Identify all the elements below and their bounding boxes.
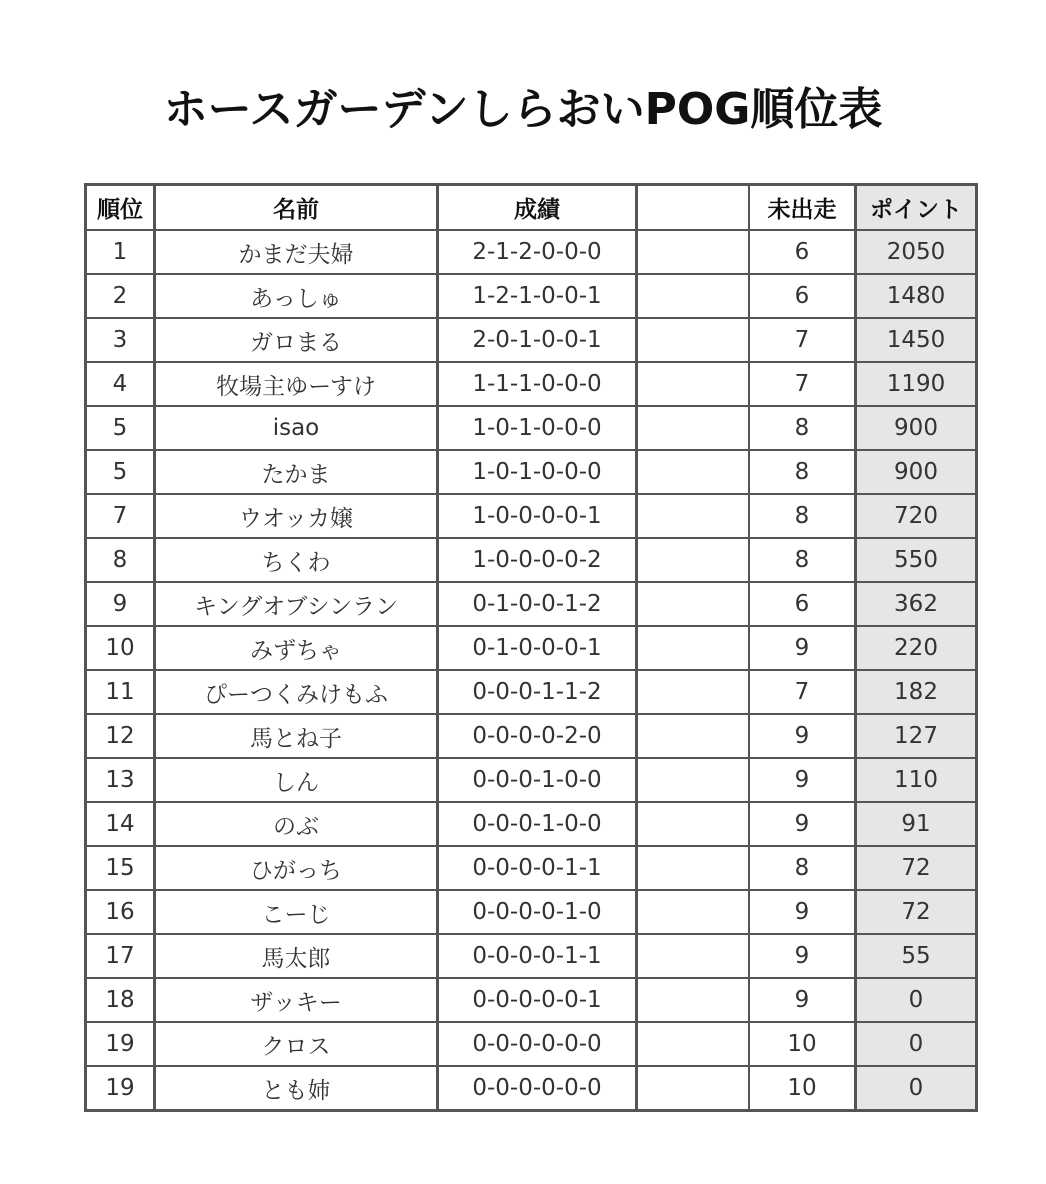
rank-cell: 19 <box>86 1066 155 1111</box>
table-row <box>86 230 977 274</box>
unstarted-cell: 9 <box>749 758 856 802</box>
unstarted-cell: 10 <box>749 1022 856 1066</box>
name-cell: ちくわ <box>155 538 438 582</box>
name-cell: ひがっち <box>155 846 438 890</box>
header-rank: 順位 <box>86 185 155 231</box>
blank-cell <box>637 670 750 714</box>
name-cell: ウオッカ嬢 <box>155 494 438 538</box>
table-row <box>86 582 977 626</box>
table-row <box>86 494 977 538</box>
rank-cell: 3 <box>86 318 155 362</box>
points-cell: 1480 <box>856 274 977 318</box>
table-row <box>86 1066 977 1111</box>
record-cell: 0-0-0-1-0-0 <box>438 758 637 802</box>
name-cell: のぶ <box>155 802 438 846</box>
table-row <box>86 802 977 846</box>
blank-cell <box>637 890 750 934</box>
header-unstarted: 未出走 <box>749 185 856 231</box>
points-cell: 127 <box>856 714 977 758</box>
table-row <box>86 538 977 582</box>
blank-cell <box>637 1022 750 1066</box>
rank-cell: 15 <box>86 846 155 890</box>
unstarted-cell: 9 <box>749 934 856 978</box>
blank-cell <box>637 362 750 406</box>
record-cell: 0-0-0-0-0-1 <box>438 978 637 1022</box>
record-cell: 0-1-0-0-1-2 <box>438 582 637 626</box>
points-cell: 182 <box>856 670 977 714</box>
name-cell: かまだ夫婦 <box>155 230 438 274</box>
record-cell: 0-0-0-0-2-0 <box>438 714 637 758</box>
unstarted-cell: 7 <box>749 670 856 714</box>
record-cell: 0-0-0-0-1-1 <box>438 934 637 978</box>
blank-cell <box>637 978 750 1022</box>
name-cell: キングオブシンラン <box>155 582 438 626</box>
record-cell: 0-0-0-0-1-0 <box>438 890 637 934</box>
blank-cell <box>637 934 750 978</box>
name-cell: 牧場主ゆーすけ <box>155 362 438 406</box>
rank-cell: 19 <box>86 1022 155 1066</box>
name-cell: 馬太郎 <box>155 934 438 978</box>
points-cell: 900 <box>856 450 977 494</box>
name-cell: 馬とね子 <box>155 714 438 758</box>
rank-cell: 5 <box>86 450 155 494</box>
points-cell: 55 <box>856 934 977 978</box>
table-row <box>86 670 977 714</box>
unstarted-cell: 9 <box>749 626 856 670</box>
unstarted-cell: 8 <box>749 450 856 494</box>
rank-cell: 5 <box>86 406 155 450</box>
record-cell: 2-0-1-0-0-1 <box>438 318 637 362</box>
unstarted-cell: 9 <box>749 714 856 758</box>
points-cell: 0 <box>856 978 977 1022</box>
unstarted-cell: 9 <box>749 978 856 1022</box>
table-row <box>86 406 977 450</box>
record-cell: 1-0-0-0-0-1 <box>438 494 637 538</box>
points-cell: 720 <box>856 494 977 538</box>
blank-cell <box>637 802 750 846</box>
name-cell: とも姉 <box>155 1066 438 1111</box>
unstarted-cell: 6 <box>749 582 856 626</box>
name-cell: みずちゃ <box>155 626 438 670</box>
record-cell: 0-0-0-0-1-1 <box>438 846 637 890</box>
blank-cell <box>637 318 750 362</box>
unstarted-cell: 6 <box>749 230 856 274</box>
unstarted-cell: 9 <box>749 890 856 934</box>
record-cell: 0-0-0-0-0-0 <box>438 1022 637 1066</box>
unstarted-cell: 6 <box>749 274 856 318</box>
points-cell: 2050 <box>856 230 977 274</box>
points-cell: 110 <box>856 758 977 802</box>
unstarted-cell: 9 <box>749 802 856 846</box>
rank-cell: 14 <box>86 802 155 846</box>
name-cell: ザッキー <box>155 978 438 1022</box>
table-row <box>86 362 977 406</box>
record-cell: 1-1-1-0-0-0 <box>438 362 637 406</box>
rank-cell: 7 <box>86 494 155 538</box>
blank-cell <box>637 230 750 274</box>
ranking-table <box>84 183 978 1112</box>
rank-cell: 12 <box>86 714 155 758</box>
points-cell: 362 <box>856 582 977 626</box>
unstarted-cell: 8 <box>749 406 856 450</box>
record-cell: 1-2-1-0-0-1 <box>438 274 637 318</box>
rank-cell: 2 <box>86 274 155 318</box>
unstarted-cell: 8 <box>749 538 856 582</box>
points-cell: 0 <box>856 1022 977 1066</box>
rank-cell: 4 <box>86 362 155 406</box>
record-cell: 1-0-1-0-0-0 <box>438 406 637 450</box>
rank-cell: 13 <box>86 758 155 802</box>
blank-cell <box>637 846 750 890</box>
unstarted-cell: 8 <box>749 494 856 538</box>
points-cell: 1450 <box>856 318 977 362</box>
table-header-row <box>86 185 977 231</box>
name-cell: こーじ <box>155 890 438 934</box>
unstarted-cell: 7 <box>749 318 856 362</box>
name-cell: ガロまる <box>155 318 438 362</box>
table-body <box>86 230 977 1111</box>
name-cell: ぴーつくみけもふ <box>155 670 438 714</box>
rank-cell: 1 <box>86 230 155 274</box>
points-cell: 1190 <box>856 362 977 406</box>
table-row <box>86 318 977 362</box>
points-cell: 72 <box>856 890 977 934</box>
unstarted-cell: 7 <box>749 362 856 406</box>
points-cell: 72 <box>856 846 977 890</box>
table-row <box>86 274 977 318</box>
blank-cell <box>637 274 750 318</box>
header-name: 名前 <box>155 185 438 231</box>
name-cell: あっしゅ <box>155 274 438 318</box>
name-cell: しん <box>155 758 438 802</box>
rank-cell: 8 <box>86 538 155 582</box>
table-row <box>86 626 977 670</box>
table-row <box>86 758 977 802</box>
blank-cell <box>637 538 750 582</box>
table-row <box>86 714 977 758</box>
record-cell: 2-1-2-0-0-0 <box>438 230 637 274</box>
name-cell: たかま <box>155 450 438 494</box>
record-cell: 0-0-0-1-1-2 <box>438 670 637 714</box>
record-cell: 1-0-0-0-0-2 <box>438 538 637 582</box>
table-row <box>86 846 977 890</box>
table-row <box>86 978 977 1022</box>
unstarted-cell: 8 <box>749 846 856 890</box>
record-cell: 0-0-0-0-0-0 <box>438 1066 637 1111</box>
table-row <box>86 934 977 978</box>
points-cell: 550 <box>856 538 977 582</box>
name-cell: クロス <box>155 1022 438 1066</box>
rank-cell: 17 <box>86 934 155 978</box>
blank-cell <box>637 1066 750 1111</box>
rank-cell: 9 <box>86 582 155 626</box>
rank-cell: 11 <box>86 670 155 714</box>
table-row <box>86 1022 977 1066</box>
points-cell: 0 <box>856 1066 977 1111</box>
header-record: 成績 <box>438 185 637 231</box>
header-points: ポイント <box>856 185 977 231</box>
rank-cell: 10 <box>86 626 155 670</box>
name-cell: isao <box>155 406 438 450</box>
points-cell: 900 <box>856 406 977 450</box>
blank-cell <box>637 582 750 626</box>
header-blank <box>637 185 750 231</box>
blank-cell <box>637 714 750 758</box>
blank-cell <box>637 494 750 538</box>
table-row <box>86 890 977 934</box>
blank-cell <box>637 406 750 450</box>
page-title: ホースガーデンしらおいPOG順位表 <box>163 84 883 135</box>
rank-cell: 18 <box>86 978 155 1022</box>
table-row <box>86 450 977 494</box>
blank-cell <box>637 758 750 802</box>
blank-cell <box>637 450 750 494</box>
rank-cell: 16 <box>86 890 155 934</box>
points-cell: 91 <box>856 802 977 846</box>
points-cell: 220 <box>856 626 977 670</box>
unstarted-cell: 10 <box>749 1066 856 1111</box>
record-cell: 1-0-1-0-0-0 <box>438 450 637 494</box>
record-cell: 0-1-0-0-0-1 <box>438 626 637 670</box>
record-cell: 0-0-0-1-0-0 <box>438 802 637 846</box>
blank-cell <box>637 626 750 670</box>
